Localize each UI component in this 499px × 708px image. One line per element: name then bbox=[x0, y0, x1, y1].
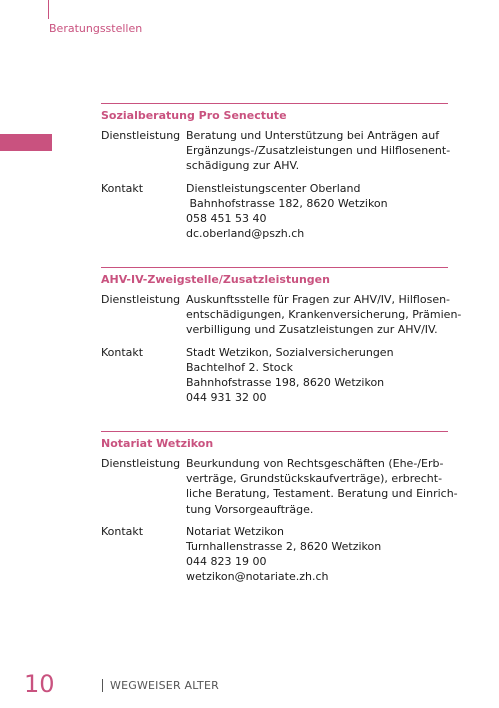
section-title: AHV-IV-Zweigstelle/Zusatzleistungen bbox=[101, 273, 330, 286]
header-divider bbox=[48, 0, 49, 19]
contact-label: Kontakt bbox=[101, 181, 144, 195]
contact-line: Bahnhofstrasse 198, 8620 Wetzikon bbox=[186, 376, 385, 390]
service-row bbox=[101, 292, 462, 338]
footer-brand: WEGWEISER ALTER bbox=[110, 679, 219, 692]
contact-line: Notariat Wetzikon bbox=[186, 524, 284, 538]
service-label: Dienstleistung bbox=[101, 129, 181, 142]
contact-phone: 044 931 32 00 bbox=[186, 391, 267, 405]
service-row bbox=[101, 456, 458, 517]
contact-email: wetzikon@notariate.zh.ch bbox=[186, 570, 329, 584]
contact-row bbox=[101, 524, 448, 585]
contact-phone: 058 451 53 40 bbox=[186, 212, 267, 226]
service-line: entschädigungen, Krankenversicherung, Prämien- bbox=[186, 308, 462, 322]
contact-line: Bachtelhof 2. Stock bbox=[186, 360, 293, 374]
contact-line: Stadt Wetzikon, Sozialversicherungen bbox=[186, 345, 394, 359]
service-line: verträge, Grundstückskaufverträge), erbrecht- bbox=[186, 472, 443, 486]
contact-line: Bahnhofstrasse 182, 8620 Wetzikon bbox=[186, 196, 388, 210]
service-text bbox=[186, 456, 458, 517]
section-rule bbox=[101, 103, 448, 104]
service-line: schädigung zur AHV. bbox=[186, 159, 300, 173]
contact-text bbox=[186, 345, 448, 406]
contact-row bbox=[101, 181, 448, 242]
section-pro-senectute bbox=[101, 103, 451, 248]
service-text bbox=[186, 292, 461, 338]
section-rule bbox=[101, 267, 448, 268]
service-row bbox=[101, 128, 451, 174]
service-line: Ergänzungs-/Zusatzleistungen und Hilflosenent- bbox=[186, 144, 451, 158]
page-number: 10 bbox=[24, 670, 55, 698]
contact-email: dc.oberland@pszh.ch bbox=[186, 227, 305, 241]
side-accent-bar bbox=[0, 134, 52, 151]
running-header: Beratungsstellen bbox=[49, 22, 143, 35]
service-line: Auskunftsstelle für Fragen zur AHV/IV, Hilflosen- bbox=[186, 293, 451, 306]
service-line: Beratung und Unterstützung bei Anträgen auf bbox=[186, 129, 440, 142]
contact-row bbox=[101, 345, 448, 406]
service-label: Dienstleistung bbox=[101, 457, 181, 470]
contact-label: Kontakt bbox=[101, 345, 144, 359]
section-ahv-iv bbox=[101, 267, 462, 412]
service-line: verbilligung und Zusatzleistungen zur AHV/IV. bbox=[186, 323, 438, 337]
service-line: Beurkundung von Rechtsgeschäften (Ehe-/Erb- bbox=[186, 457, 444, 470]
contact-phone: 044 823 19 00 bbox=[186, 555, 267, 569]
contact-text bbox=[186, 524, 448, 585]
contact-text bbox=[186, 181, 448, 242]
service-text bbox=[186, 128, 450, 174]
contact-label: Kontakt bbox=[101, 524, 144, 538]
service-line: tung Vorsorgeaufträge. bbox=[186, 502, 314, 516]
service-label: Dienstleistung bbox=[101, 293, 181, 306]
contact-line: Dienstleistungscenter Oberland bbox=[186, 181, 361, 195]
section-notariat bbox=[101, 431, 458, 592]
section-title: Sozialberatung Pro Senectute bbox=[101, 109, 287, 122]
footer-divider bbox=[102, 679, 103, 692]
contact-line: Turnhallenstrasse 2, 8620 Wetzikon bbox=[186, 540, 382, 554]
section-rule bbox=[101, 431, 448, 432]
section-title: Notariat Wetzikon bbox=[101, 437, 214, 450]
service-line: liche Beratung, Testament. Beratung und Einrich- bbox=[186, 487, 458, 501]
